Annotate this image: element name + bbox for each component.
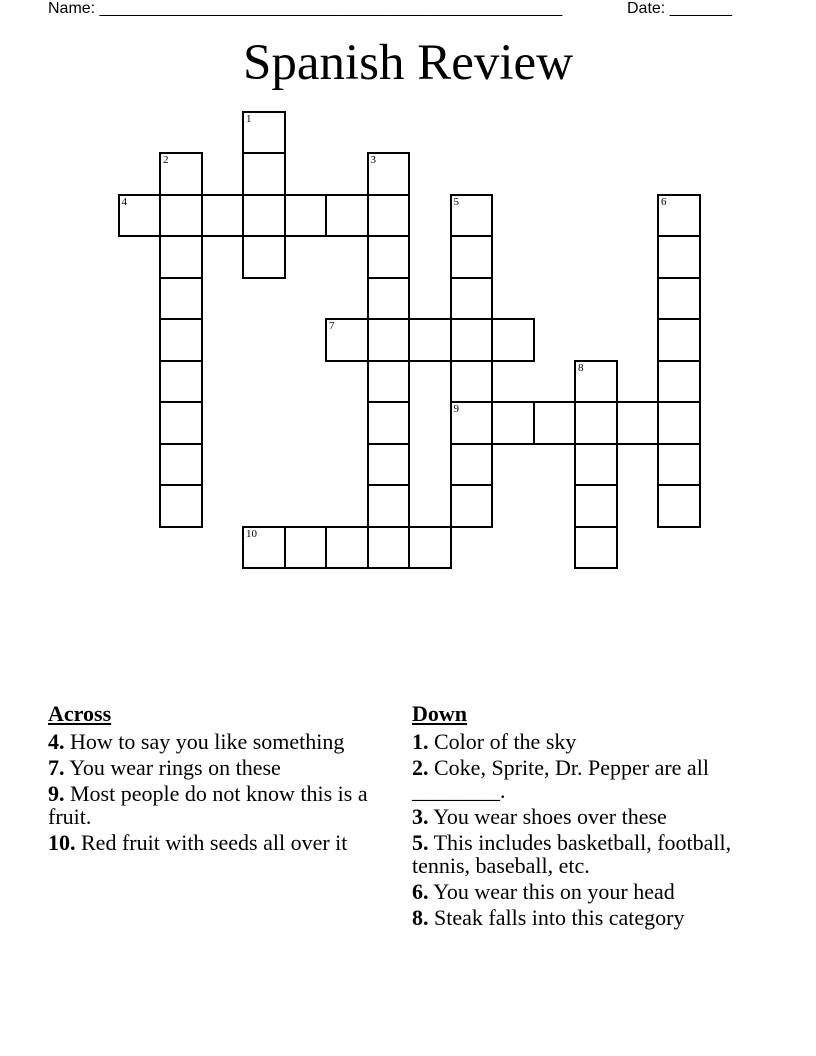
crossword-cell[interactable] (242, 152, 286, 196)
crossword-cell[interactable] (574, 443, 618, 487)
crossword-cell[interactable] (450, 235, 494, 279)
crossword-cell[interactable] (367, 318, 411, 362)
crossword-cell[interactable] (408, 526, 452, 570)
crossword-cell[interactable] (574, 484, 618, 528)
crossword-cell[interactable] (159, 484, 203, 528)
clue-down-8 (412, 906, 757, 929)
clue-text: Most people do not know this is a fruit. (48, 781, 368, 829)
clue-across-10 (48, 831, 393, 854)
crossword-cell[interactable] (325, 194, 369, 238)
crossword-cell[interactable] (159, 235, 203, 279)
crossword-cell[interactable] (408, 318, 452, 362)
crossword-cell[interactable] (242, 235, 286, 279)
clue-number: 2. (412, 755, 429, 780)
crossword-cell[interactable] (450, 443, 494, 487)
crossword-cell[interactable] (574, 401, 618, 445)
down-clues (412, 702, 757, 932)
cell-number: 1 (246, 112, 252, 125)
crossword-cell[interactable] (159, 401, 203, 445)
crossword-cell[interactable] (325, 318, 369, 362)
cell-number: 7 (329, 320, 335, 332)
crossword-cell[interactable] (450, 401, 494, 445)
crossword-cell[interactable] (284, 526, 328, 570)
clue-number: 7. (48, 755, 65, 780)
crossword-cell[interactable] (242, 194, 286, 238)
crossword-cell[interactable] (242, 526, 286, 570)
clue-text: How to say you like something (70, 729, 345, 754)
crossword-cell[interactable] (450, 484, 494, 528)
crossword-cell[interactable] (574, 526, 618, 570)
crossword-cell[interactable] (450, 360, 494, 404)
clue-number: 6. (412, 879, 429, 904)
page-title: Spanish Review (242, 35, 574, 91)
crossword-cell[interactable] (367, 401, 411, 445)
crossword-cell[interactable] (367, 194, 411, 238)
crossword-cell[interactable] (159, 152, 203, 196)
crossword-cell[interactable] (657, 235, 701, 279)
clue-text: Coke, Sprite, Dr. Pepper are all ________. (412, 755, 709, 803)
cell-number: 5 (453, 195, 459, 208)
clue-down-5 (412, 831, 757, 877)
crossword-cell[interactable] (657, 277, 701, 321)
crossword-cell[interactable] (159, 194, 203, 238)
crossword-cell[interactable] (367, 152, 411, 196)
crossword-cell[interactable] (284, 194, 328, 238)
clue-down-2 (412, 756, 757, 802)
crossword-cell[interactable] (450, 194, 494, 238)
clue-text: Red fruit with seeds all over it (81, 830, 348, 855)
crossword-cell[interactable] (574, 360, 618, 404)
clue-across-9 (48, 782, 393, 828)
clue-text: You wear shoes over these (433, 804, 667, 829)
clue-number: 10. (48, 830, 76, 855)
crossword-cell[interactable] (450, 277, 494, 321)
clue-text: You wear rings on these (69, 755, 281, 780)
crossword-cell[interactable] (657, 484, 701, 528)
clue-number: 9. (48, 781, 65, 806)
crossword-cell[interactable] (118, 194, 162, 238)
crossword-cell[interactable] (533, 401, 577, 445)
crossword-cell[interactable] (657, 194, 701, 238)
date-field[interactable]: Date: _______ (627, 0, 732, 17)
crossword-cell[interactable] (450, 318, 494, 362)
down-heading: Down (412, 701, 468, 726)
cell-number: 2 (163, 154, 169, 166)
cell-number: 10 (246, 527, 257, 540)
crossword-cell[interactable] (657, 318, 701, 362)
crossword-cell[interactable] (201, 194, 245, 238)
crossword-cell[interactable] (159, 318, 203, 362)
cell-number: 3 (370, 154, 376, 166)
clue-text: Color of the sky (434, 729, 577, 754)
clue-number: 4. (48, 729, 65, 754)
across-heading: Across (48, 701, 112, 726)
clue-number: 1. (412, 729, 429, 754)
crossword-cell[interactable] (367, 360, 411, 404)
cell-number: 9 (453, 403, 459, 415)
crossword-cell[interactable] (367, 235, 411, 279)
clue-down-3 (412, 805, 757, 828)
cell-number: 8 (578, 361, 584, 374)
name-field[interactable]: Name: ____________________________________________________ (48, 0, 563, 17)
crossword-cell[interactable] (367, 484, 411, 528)
crossword-cell[interactable] (242, 111, 286, 155)
crossword-cell[interactable] (657, 360, 701, 404)
crossword-cell[interactable] (367, 443, 411, 487)
clue-text: Steak falls into this category (434, 905, 685, 930)
clue-across-7 (48, 756, 393, 779)
crossword-cell[interactable] (491, 401, 535, 445)
cell-number: 4 (121, 195, 127, 208)
clue-down-6 (412, 880, 757, 903)
across-clues (48, 702, 393, 857)
crossword-cell[interactable] (325, 526, 369, 570)
clue-down-1 (412, 730, 757, 753)
clue-number: 5. (412, 830, 429, 855)
clue-across-4 (48, 730, 393, 753)
crossword-cell[interactable] (159, 277, 203, 321)
crossword-cell[interactable] (159, 360, 203, 404)
crossword-cell[interactable] (657, 443, 701, 487)
crossword-cell[interactable] (616, 401, 660, 445)
crossword-cell[interactable] (159, 443, 203, 487)
clue-text: You wear this on your head (433, 879, 675, 904)
crossword-cell[interactable] (367, 277, 411, 321)
crossword-cell[interactable] (367, 526, 411, 570)
clue-number: 8. (412, 905, 429, 930)
crossword-cell[interactable] (491, 318, 535, 362)
crossword-cell[interactable] (657, 401, 701, 445)
clue-text: This includes basketball, football, tennis, baseball, etc. (412, 830, 732, 878)
clue-number: 3. (412, 804, 429, 829)
cell-number: 6 (661, 195, 667, 208)
